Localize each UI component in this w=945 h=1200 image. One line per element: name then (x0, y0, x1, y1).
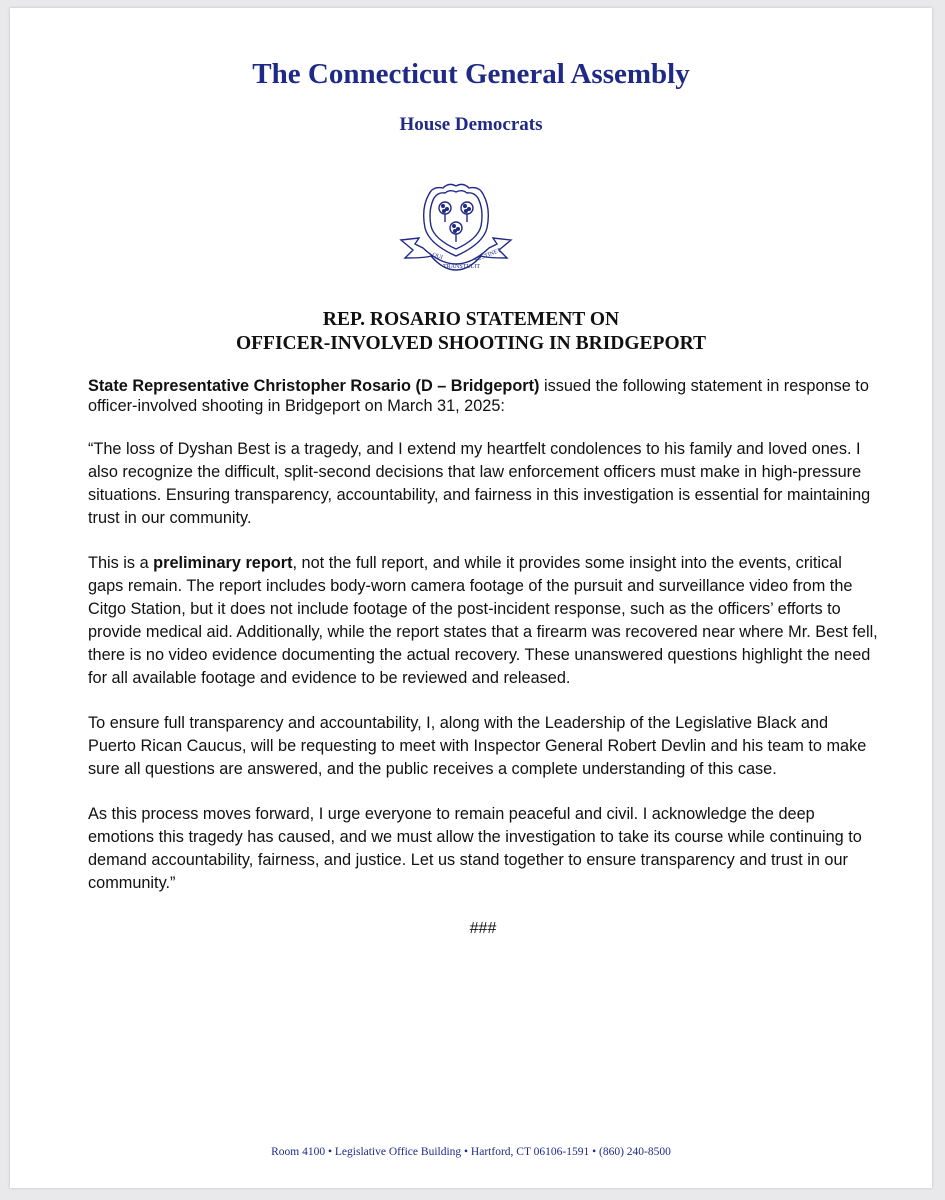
footer-address: Room 4100 • Legislative Office Building • Hartford, CT 06106-1591 • (860) 240-8500 (271, 1146, 671, 1158)
paragraph-4: As this process moves forward, I urge everyone to remain peaceful and civil. I acknowledge the deep emotions this tragedy has caused, and we must allow the investigation to take its course while continuing to demand accountability, fairness, and justice. Let us stand together to ensure transparency and trust in our community.” (88, 805, 862, 892)
statement-headline (10, 308, 932, 356)
paragraph-2 (88, 552, 878, 690)
headline-line-2: OFFICER-INVOLVED SHOOTING IN BRIDGEPORT (235, 333, 707, 354)
letterhead-subtitle: House Democrats (399, 114, 543, 135)
intro-paragraph (88, 376, 878, 416)
paragraph-2-rest: , not the full report, and while it provides some insight into the events, critical gaps remain. The report includes body-worn camera footage of the pursuit and surveillance video from the Citgo Station, but it does not include footage of the post-incident response, such as the officers’ efforts to provide medical aid. Additionally, while the report states that a firearm was recovered near where Mr. Best fell, there is no video evidence documenting the actual recovery. These unanswered questions highlight the need for all available footage and evidence to be reviewed and released. (88, 554, 878, 687)
paragraph-3: To ensure full transparency and accountability, I, along with the Leadership of the Legislative Black and Puerto Rican Caucus, will be requesting to meet with Inspector General Robert Devlin and his team to make sure all questions are answered, and the public receives a complete understanding of this case. (88, 714, 867, 778)
headline-line-1: REP. ROSARIO STATEMENT ON (322, 309, 620, 330)
intro-text: issued the following statement in response to officer-involved shooting in Bridgeport on March 31, 2025: (88, 377, 869, 415)
end-mark: ### (469, 920, 497, 937)
document-page (10, 8, 932, 1188)
paragraph-1: “The loss of Dyshan Best is a tragedy, and I extend my heartfelt condolences to his family and loved ones. I also recognize the difficult, split-second decisions that law enforcement officers must make in high-pressure situations. Ensuring transparency, accountability, and fairness in this investigation is essential for maintaining trust in our community. (88, 440, 871, 527)
seal-motto-2: TRANSTULIT (443, 264, 480, 270)
seal-motto-3: SUSTINET (473, 247, 503, 264)
speaker-name: State Representative Christopher Rosario (D – Bridgeport) (88, 377, 540, 395)
statement-body (88, 376, 878, 962)
preliminary-report-emphasis: preliminary report (153, 554, 293, 572)
seal-motto-1: QUI (431, 252, 444, 262)
state-seal-icon (395, 178, 517, 278)
letterhead-title: The Connecticut General Assembly (252, 58, 690, 90)
paragraph-2-start: This is a (88, 554, 154, 572)
